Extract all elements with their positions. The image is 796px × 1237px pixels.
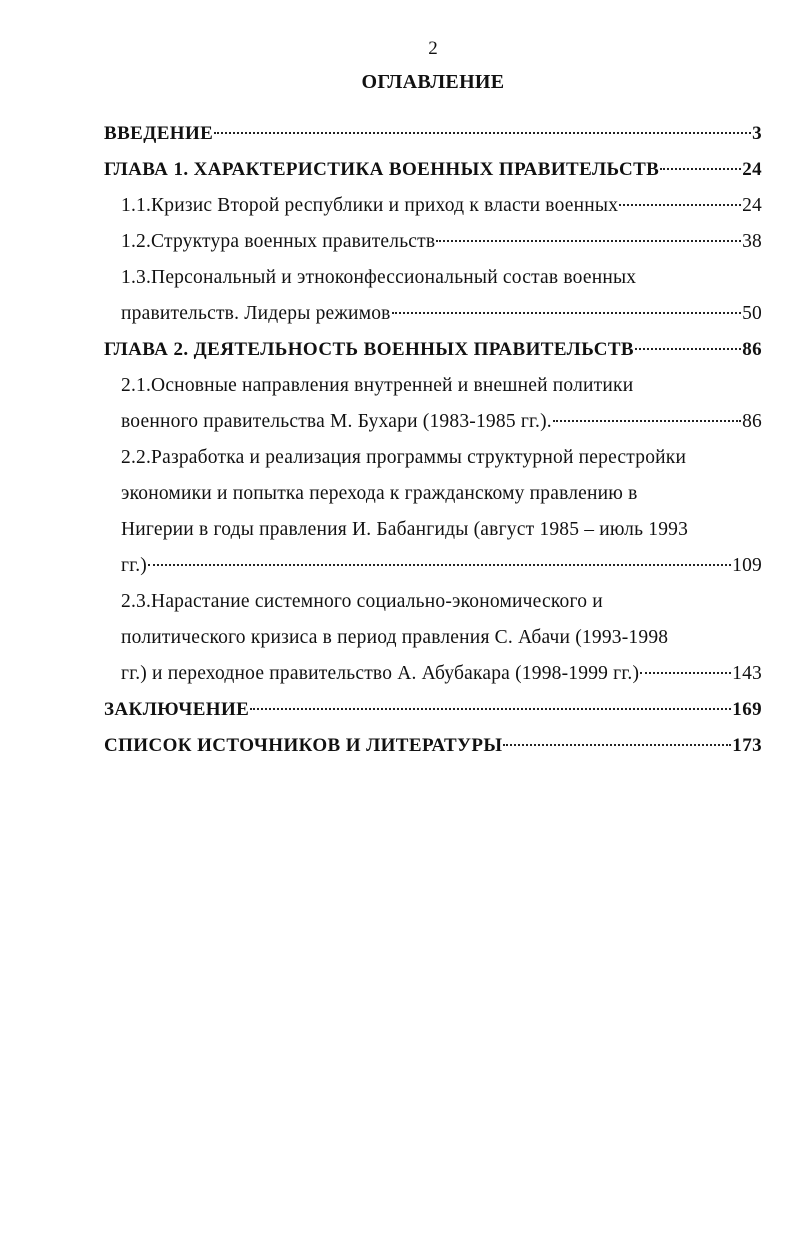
entry-label: СПИСОК ИСТОЧНИКОВ И ЛИТЕРАТУРЫ	[104, 735, 503, 756]
toc-title: ОГЛАВЛЕНИЕ	[361, 71, 505, 93]
entry-label: гг.)	[121, 555, 147, 576]
table-of-contents	[104, 116, 762, 764]
dot-leader	[392, 312, 742, 314]
entry-label: гг.) и переходное правительство А. Абубакара (1998-1999 гг.)	[121, 663, 640, 684]
dot-leader	[619, 204, 741, 206]
dot-leader	[148, 564, 731, 566]
entry-page: 143	[732, 663, 762, 684]
entry-page: 173	[732, 735, 762, 756]
entry-label: ГЛАВА 1. ХАРАКТЕРИСТИКА ВОЕННЫХ ПРАВИТЕЛЬСТВ	[104, 159, 660, 180]
entry-label: ГЛАВА 2. ДЕЯТЕЛЬНОСТЬ ВОЕННЫХ ПРАВИТЕЛЬСТВ	[104, 339, 634, 360]
entry-label: политического кризиса в период правления С. Абачи (1993-1998	[121, 627, 669, 648]
dot-leader	[635, 348, 741, 350]
entry-label: 2.2.Разработка и реализация программы структурной перестройки	[121, 447, 687, 468]
toc-entry-section-1-3-line-1[interactable]	[104, 260, 762, 296]
dot-leader	[660, 168, 741, 170]
dot-leader	[640, 672, 731, 674]
entry-label: ЗАКЛЮЧЕНИЕ	[104, 699, 250, 720]
dot-leader	[436, 240, 741, 242]
entry-page: 169	[732, 699, 762, 720]
entry-label: 2.3.Нарастание системного социально-экономического и	[121, 591, 603, 612]
entry-label: 2.1.Основные направления внутренней и внешней политики	[121, 375, 634, 396]
dot-leader	[503, 744, 731, 746]
entry-label: 1.1.Кризис Второй республики и приход к власти военных	[121, 195, 619, 216]
toc-entry-section-2-3-line-3[interactable]	[104, 656, 762, 692]
toc-entry-section-2-1-line-1[interactable]	[104, 368, 762, 404]
toc-entry-intro[interactable]	[104, 116, 762, 152]
toc-entry-chapter-2[interactable]	[104, 332, 762, 368]
toc-entry-chapter-1[interactable]	[104, 152, 762, 188]
toc-entry-section-2-2-line-2[interactable]	[104, 476, 762, 512]
entry-page: 3	[752, 123, 762, 144]
toc-entry-section-2-1-line-2[interactable]	[104, 404, 762, 440]
toc-entry-section-2-2-line-1[interactable]	[104, 440, 762, 476]
entry-label: 1.2.Структура военных правительств	[121, 231, 436, 252]
dot-leader	[250, 708, 731, 710]
entry-page: 50	[742, 303, 762, 324]
entry-label: ВВЕДЕНИЕ	[104, 123, 214, 144]
toc-entry-section-1-2[interactable]	[104, 224, 762, 260]
toc-entry-section-2-3-line-1[interactable]	[104, 584, 762, 620]
toc-entry-conclusion[interactable]	[104, 692, 762, 728]
dot-leader	[214, 132, 751, 134]
toc-entry-section-2-3-line-2[interactable]	[104, 620, 762, 656]
toc-entry-section-2-2-line-3[interactable]	[104, 512, 762, 548]
entry-label: экономики и попытка перехода к гражданскому правлению в	[121, 483, 638, 504]
toc-entry-section-1-3-line-2[interactable]	[104, 296, 762, 332]
entry-page: 86	[742, 339, 762, 360]
entry-label: правительств. Лидеры режимов	[121, 303, 391, 324]
entry-page: 86	[742, 411, 762, 432]
dot-leader	[553, 420, 741, 422]
entry-page: 24	[742, 195, 762, 216]
toc-entry-section-2-2-line-4[interactable]	[104, 548, 762, 584]
entry-label: Нигерии в годы правления И. Бабангиды (август 1985 – июль 1993	[121, 519, 689, 540]
toc-entry-sources[interactable]	[104, 728, 762, 764]
entry-page: 109	[732, 555, 762, 576]
entry-page: 38	[742, 231, 762, 252]
entry-label: военного правительства М. Бухари (1983-1985 гг.).	[121, 411, 552, 432]
entry-label: 1.3.Персональный и этноконфессиональный состав военных	[121, 267, 637, 288]
page-number: 2	[428, 38, 438, 59]
toc-entry-section-1-1[interactable]	[104, 188, 762, 224]
entry-page: 24	[742, 159, 762, 180]
